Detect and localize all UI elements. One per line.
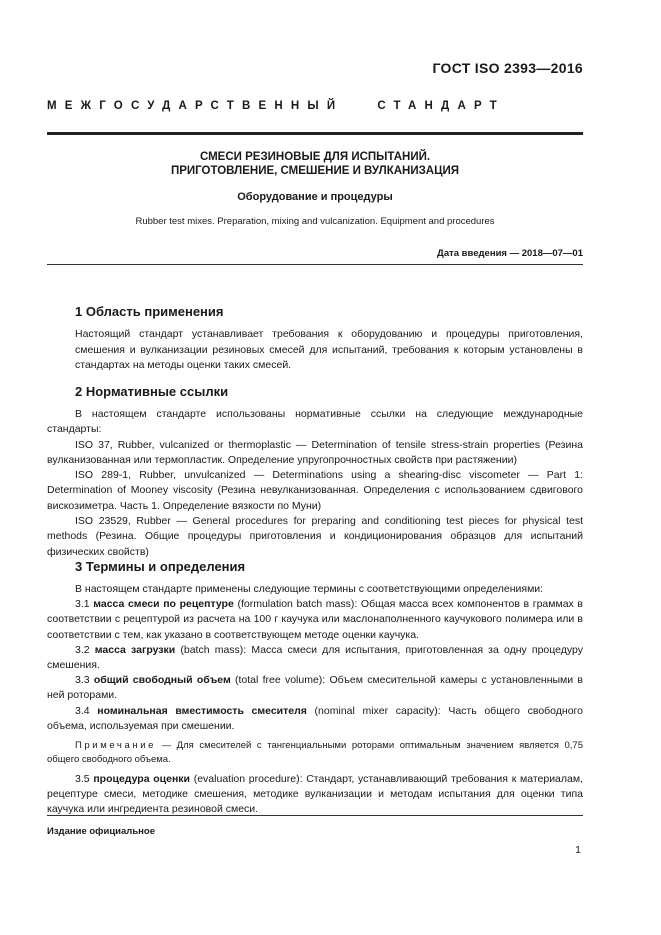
section-3-body (47, 582, 583, 818)
term-number: 3.2 (75, 643, 90, 656)
term-name: масса смеси по рецептуре (93, 598, 234, 611)
section-3-heading: 3 Термины и определения (75, 559, 246, 574)
section-1-body (75, 327, 583, 374)
edition-label: Издание официальное (47, 826, 155, 837)
term-name: масса загрузки (94, 643, 176, 656)
term-name: процедура оценки (93, 773, 191, 786)
reference-item: ISO 23529, Rubber — General procedures for preparing and conditioning test pieces for physical test methods (Резина. Общие процедуры приготовления и кондиционирования образцов для испытаний физических свойств) (47, 515, 583, 558)
title-line-2: ПРИГОТОВЛЕНИЕ, СМЕШЕНИЕ И ВУЛКАНИЗАЦИЯ (170, 165, 460, 177)
term-text: (batch mass): Масса смеси для испытания, приготовленная за одну процедуру смешения. (47, 643, 584, 672)
term-definition (47, 673, 583, 703)
term-number: 3.1 (75, 598, 90, 611)
term-text: (nominal mixer capacity): Часть общего свободного объема, используемая при смешении. (47, 704, 583, 732)
term-number: 3.4 (75, 704, 90, 717)
date-rule (47, 264, 583, 265)
term-number: 3.3 (75, 674, 90, 687)
introduction-date: Дата введения — 2018—07—01 (437, 248, 583, 259)
term-name: номинальная вместимость смесителя (97, 704, 307, 717)
section-2-intro: В настоящем стандарте использованы нормативные ссылки на следующие международные стандарты: (47, 408, 583, 436)
term-text: (formulation batch mass): Общая масса всех компонентов в граммах в соответствии с рецептурой из расчета на 100 г каучука или маслонаполненного каучукового полимера или в соответствии с тем, как указано в соответствующем методе оценки каучука. (47, 598, 583, 641)
title-line-1: СМЕСИ РЕЗИНОВЫЕ ДЛЯ ИСПЫТАНИЙ. (199, 151, 431, 163)
section-3-intro: В настоящем стандарте применены следующие термины с соответствующими определениями: (75, 583, 544, 595)
reference-item: ISO 37, Rubber, vulcanized or thermoplastic — Determination of tensile stress-strain properties (Резина вулканизованная или термопластик. Определение упругопрочностных свойств при растяжении) (47, 438, 583, 466)
note (47, 739, 583, 767)
document-number: ГОСТ ISO 2393—2016 (432, 60, 583, 76)
term-number: 3.5 (75, 773, 90, 786)
section-2-heading: 2 Нормативные ссылки (75, 384, 229, 399)
section-1-text: Настоящий стандарт устанавливает требования к оборудованию и процедуры приготовления, смешения и вулканизации резиновых смесей для испытаний, требования к которым установлены в стандартах на методы оценки таких смесей. (75, 328, 583, 371)
term-name: общий свободный объем (93, 674, 231, 687)
reference-item: ISO 289-1, Rubber, unvulcanized — Determinations using a shearing-disc viscometer — Part 1: Determination of Mooney viscosity (Резина невулканизованная. Определения с использованием сдвигового вискозиметра. Часть 1. Определение вязкости по Муни) (47, 469, 583, 512)
term-definition (47, 643, 583, 673)
standard-title (47, 150, 583, 178)
section-1-heading: 1 Область применения (75, 304, 224, 319)
term-text: (evaluation procedure): Стандарт, устанавливающий требования к материалам, рецептуре смеси, методике смешения, методике вулканизации и методам испытания для оценки типа каучука или ингредиента резиновой смеси. (47, 773, 583, 816)
term-definition (47, 597, 583, 643)
note-label: Примечание (75, 740, 156, 752)
section-2-body (47, 407, 583, 560)
interstate-standard-banner (47, 100, 505, 112)
english-title: Rubber test mixes. Preparation, mixing and vulcanization. Equipment and procedures (135, 216, 495, 227)
footer-rule (47, 815, 583, 816)
page-number: 1 (575, 844, 581, 856)
note-text: — Для смесителей с тангенциальными роторами оптимальным значением является 0,75 общего свободного объема. (47, 740, 583, 766)
term-definition (47, 704, 583, 734)
banner-left: МЕЖГОСУДАРСТВЕННЫЙ (47, 100, 344, 112)
standard-subtitle: Оборудование и процедуры (237, 191, 393, 203)
header-rule (47, 132, 583, 135)
banner-right: СТАНДАРТ (377, 100, 505, 112)
term-definition (47, 772, 583, 818)
term-text: (total free volume): Объем смесительной камеры с установленными в ней роторами. (47, 674, 583, 702)
